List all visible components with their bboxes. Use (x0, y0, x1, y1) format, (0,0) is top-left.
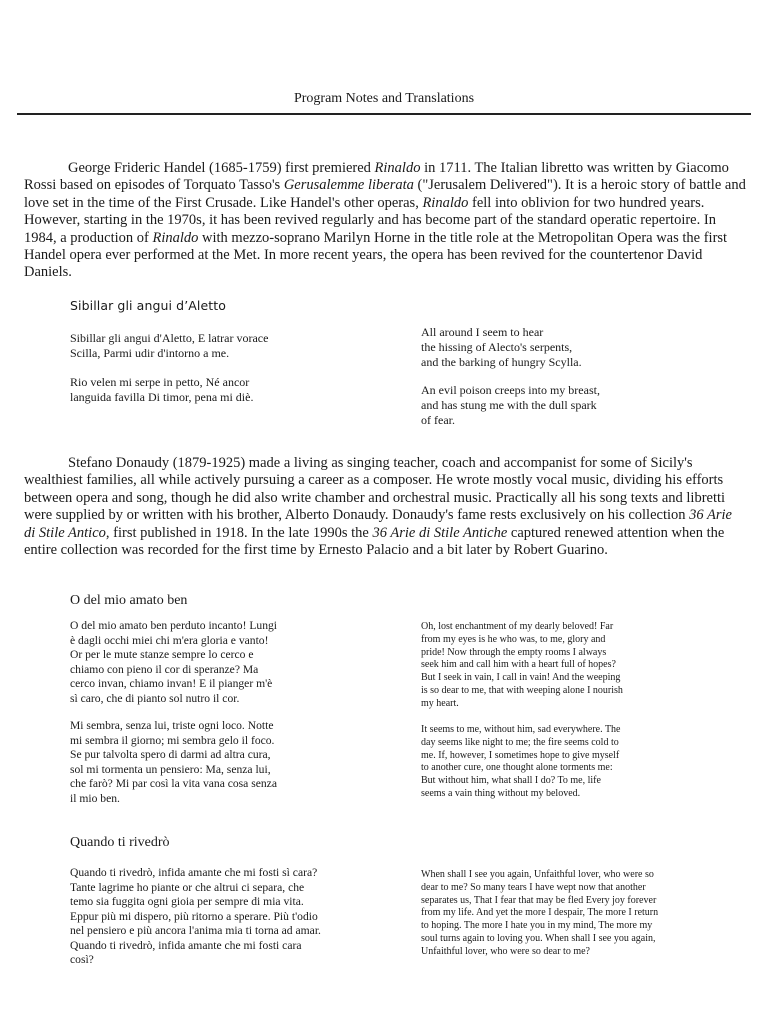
song-title-quando-ti-rivedro: Quando ti rivedrò (70, 835, 170, 850)
header-divider (17, 113, 751, 115)
song1-english-stanza-1: All around I seem to hear the hissing of Alecto's serpents, and the barking of hungry Scylla. (421, 325, 582, 369)
song2-english-stanza-1: Oh, lost enchantment of my dearly beloved! Far from my eyes is he who was, to me, glory and pride! Now through the empty rooms I always seek him and call him with a heart full of hopes? But I seek in vain, I call in vain! And the weeping is so dear to me, that with weeping alone I nourish my heart. (421, 621, 623, 709)
song3-italian-stanza-1: Quando ti rivedrò, infida amante che mi fosti sì cara? Tante lagrime ho piante or che altrui ci separa, che temo sia fuggita ogni gioia per sempre di mia vita. Eppur più mi dispero, più ritorno a sperare. Più t'odio nel pensiero e più ancora l'anima mia ti torna ad amar. Quando ti rivedrò, infida amante che mi fosti cara così? (70, 866, 321, 966)
song2-italian-stanza-1: O del mio amato ben perduto incanto! Lungi è dagli occhi miei chi m'era gloria e vanto! Or per le mute stanze sempre lo cerco e chiamo con pieno il cor di speranze? Ma cerco invan, chiamo invan! E il pianger m'è sì caro, che di pianto sol nutro il cor. (70, 619, 278, 705)
page-title: Program Notes and Translations (293, 91, 475, 106)
song2-italian-stanza-2: Mi sembra, senza lui, triste ogni loco. Notte mi sembra il giorno; mi sembra gelo il foco. Se pur talvolta spero di darmi ad altra cura, sol mi tormenta un pensiero: Ma, senza lui, che farò? Mi par così la vita vana cosa senza il mio ben. (70, 719, 277, 805)
song2-english-stanza-2: It seems to me, without him, sad everywhere. The day seems like night to me; the fire seems cold to me. If, however, I sometimes hope to give myself to another cure, one thought alone torments me: But without him, what shall I do? To me, life seems a vain thing without my beloved. (421, 724, 621, 799)
song-title-sibillar: Sibillar gli angui d’Aletto (70, 298, 227, 313)
donaudy-paragraph: Stefano Donaudy (1879-1925) made a living as singing teacher, coach and accompanist for some of Sicily's wealthiest families, all while actively pursuing a career as a composer. He wrote mostly vocal music, dividing his efforts between opera and song, though he did also write chamber and orchestral music. Practically all his song texts and libretti were supplied by or written with his brother, Alberto Donaudy. Donaudy's fame rests exclusively on his collection 36 Arie di Stile Antico, first published in 1918. In the late 1990s the 36 Arie di Stile Antiche captured renewed attention when the entire collection was recorded for the first time by Ernesto Palacio and a bit later by Robert Guarino. (24, 455, 732, 559)
song-title-o-del-mio-amato-ben: O del mio amato ben (70, 593, 188, 608)
song1-italian-stanza-1: Sibillar gli angui d'Aletto, E latrar vorace Scilla, Parmi udir d'intorno a me. (70, 331, 269, 360)
handel-paragraph: George Frideric Handel (1685-1759) first premiered Rinaldo in 1711. The Italian libretto was written by Giacomo Rossi based on episodes of Torquato Tasso's Gerusalemme liberata ("Jerusalem Delivered"). It is a heroic story of battle and love set in the time of the First Crusade. Like Handel's other operas, Rinaldo fell into oblivion for two hundred years. However, starting in the 1970s, it has been revived regularly and has become part of the standard operatic repertoire. In 1984, a production of Rinaldo with mezzo-soprano Marilyn Horne in the title role at the Metropolitan Opera was the first Handel opera ever performed at the Met. In more recent years, the opera has been revived for the countertenor David Daniels. (24, 160, 746, 281)
song3-english-stanza-1: When shall I see you again, Unfaithful lover, who were so dear to me? So many tears I have wept now that another separates us, That I fear that may be fled Every joy forever from my life. And yet the more I despair, The more I return to hoping. The more I hate you in my mind, The more my soul turns again to loving you. When shall I see you again, Unfaithful lover, who were so dear to me? (421, 869, 659, 957)
song1-italian-stanza-2: Rio velen mi serpe in petto, Né ancor languida favilla Di timor, pena mi diè. (70, 375, 254, 404)
song1-english-stanza-2: An evil poison creeps into my breast, and has stung me with the dull spark of fear. (421, 383, 600, 427)
